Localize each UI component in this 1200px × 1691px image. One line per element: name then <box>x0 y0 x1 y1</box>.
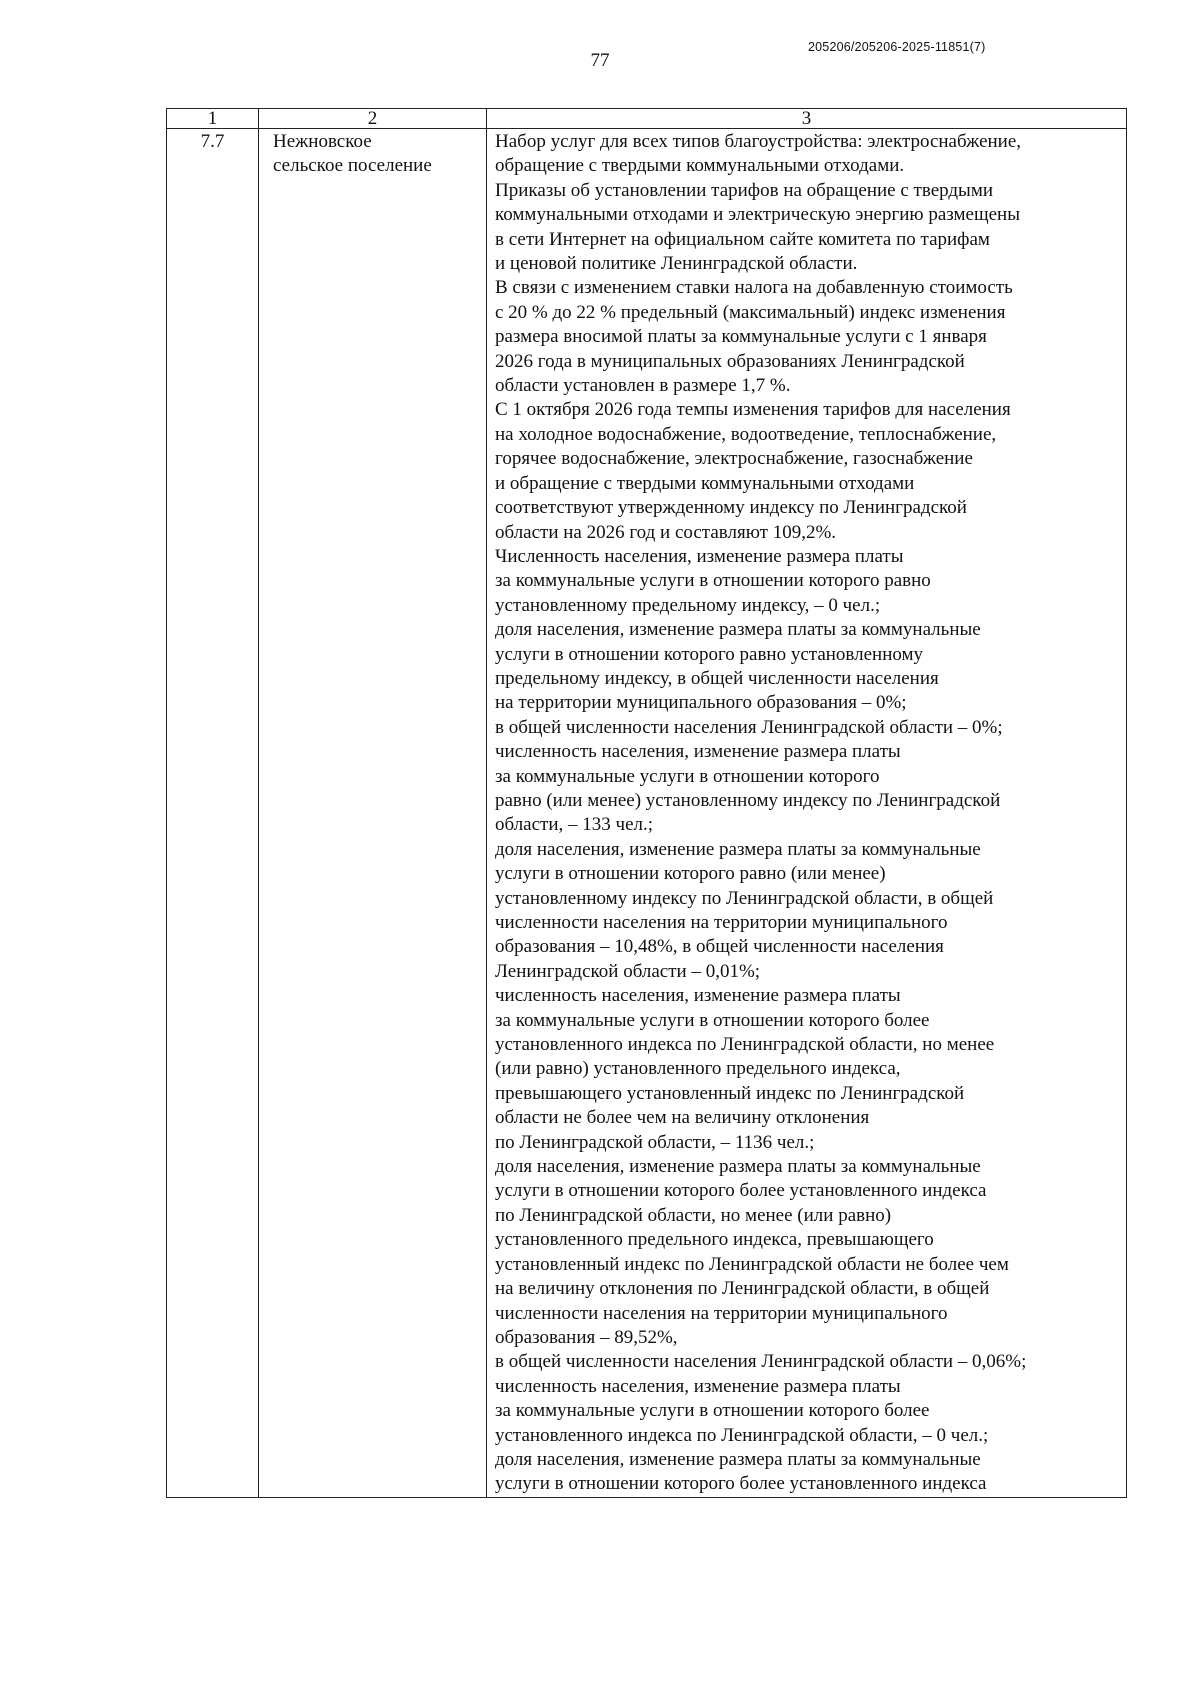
text-line: за коммунальные услуги в отношении которого равно <box>495 570 931 592</box>
text-line: на территории муниципального образования – 0%; <box>495 692 907 714</box>
text-line: Приказы об установлении тарифов на обращение с твердыми <box>495 179 994 201</box>
column-header-1: 1 <box>167 109 259 129</box>
text-line: численность населения, изменение размера платы <box>495 1375 901 1397</box>
text-line: услуги в отношении которого равно установленному <box>495 643 924 665</box>
text-line: на величину отклонения по Ленинградской области, в общей <box>495 1278 990 1300</box>
text-line: доля населения, изменение размера платы за коммунальные <box>495 838 981 860</box>
text-line: области на 2026 год и составляют 109,2%. <box>495 521 837 543</box>
column-header-2: 2 <box>259 109 487 129</box>
text-line: доля населения, изменение размера платы за коммунальные <box>495 619 981 641</box>
column-header-3: 3 <box>487 109 1127 129</box>
text-line: области, – 133 чел.; <box>495 814 654 836</box>
text-line: Набор услуг для всех типов благоустройства: электроснабжение, <box>495 131 1022 152</box>
description-text <box>487 129 1127 1498</box>
text-line: области не более чем на величину отклонения <box>495 1107 870 1129</box>
text-line: установленному индексу по Ленинградской области, в общей <box>495 887 994 909</box>
text-line: по Ленинградской области, но менее (или равно) <box>495 1204 892 1226</box>
text-line: в общей численности населения Ленинградской области – 0%; <box>495 716 1003 738</box>
text-line: доля населения, изменение размера платы за коммунальные <box>495 1448 981 1470</box>
text-line: и ценовой политике Ленинградской области. <box>495 253 858 275</box>
table-header-row <box>167 109 1127 129</box>
text-line: за коммунальные услуги в отношении которого более <box>495 1400 930 1422</box>
text-line: установленного индекса по Ленинградской области, – 0 чел.; <box>495 1424 989 1446</box>
text-line: и обращение с твердыми коммунальными отходами <box>495 472 915 494</box>
text-line: горячее водоснабжение, электроснабжение, газоснабжение <box>495 448 973 470</box>
text-line: равно (или менее) установленному индексу по Ленинградской <box>495 789 1001 811</box>
text-line: соответствуют утвержденному индексу по Ленинградской <box>495 497 967 519</box>
text-line: численности населения на территории муниципального <box>495 912 948 933</box>
text-line: В связи с изменением ставки налога на добавленную стоимость <box>495 277 1013 299</box>
text-line: обращение с твердыми коммунальными отходами. <box>495 155 905 177</box>
page-number: 77 <box>590 50 610 71</box>
text-line: с 20 % до 22 % предельный (максимальный) индекс изменения <box>495 301 1006 323</box>
text-line: численность населения, изменение размера платы <box>495 985 901 1007</box>
text-line: услуги в отношении которого более установленного индекса <box>495 1473 987 1495</box>
municipality-name-line: сельское поселение <box>273 155 432 177</box>
text-line: превышающего установленный индекс по Ленинградской <box>495 1082 965 1104</box>
text-line: коммунальными отходами и электрическую энергию размещены <box>495 204 1020 226</box>
text-line: размера вносимой платы за коммунальные услуги с 1 января <box>495 326 987 348</box>
text-line: области установлен в размере 1,7 %. <box>495 375 791 397</box>
text-line: услуги в отношении которого более установленного индекса <box>495 1180 987 1202</box>
text-line: доля населения, изменение размера платы за коммунальные <box>495 1156 981 1178</box>
text-line: установленный индекс по Ленинградской области не более чем <box>495 1253 1009 1275</box>
text-line: услуги в отношении которого равно (или менее) <box>495 863 886 885</box>
text-line: (или равно) установленного предельного индекса, <box>495 1058 901 1080</box>
text-line: численность населения, изменение размера платы <box>495 741 901 763</box>
table-row <box>167 129 1127 1498</box>
text-line: по Ленинградской области, – 1136 чел.; <box>495 1131 815 1153</box>
text-line: предельному индексу, в общей численности населения <box>495 667 939 689</box>
row-number: 7.7 <box>167 129 259 1498</box>
text-line: установленного предельного индекса, превышающего <box>495 1229 934 1251</box>
text-line: за коммунальные услуги в отношении которого <box>495 765 880 787</box>
text-line: численности населения на территории муниципального <box>495 1302 948 1324</box>
text-line: С 1 октября 2026 года темпы изменения тарифов для населения <box>495 399 1011 421</box>
text-line: образования – 10,48%, в общей численности населения <box>495 936 944 958</box>
text-line: в общей численности населения Ленинградской области – 0,06%; <box>495 1351 1027 1373</box>
text-line: в сети Интернет на официальном сайте комитета по тарифам <box>495 228 990 250</box>
text-line: установленному предельному индексу, – 0 чел.; <box>495 594 881 616</box>
municipality-name-line: Нежновское <box>273 131 372 152</box>
text-line: 2026 года в муниципальных образованиях Ленинградской <box>495 350 965 372</box>
document-id: 205206/205206-2025-11851(7) <box>808 40 986 54</box>
text-line: образования – 89,52%, <box>495 1326 678 1348</box>
text-line: за коммунальные услуги в отношении которого более <box>495 1009 930 1031</box>
text-line: на холодное водоснабжение, водоотведение, теплоснабжение, <box>495 423 997 445</box>
text-line: установленного индекса по Ленинградской области, но менее <box>495 1034 995 1056</box>
text-line: Ленинградской области – 0,01%; <box>495 960 761 982</box>
data-table <box>166 108 1127 1498</box>
text-line: Численность населения, изменение размера платы <box>495 545 904 567</box>
municipality-name <box>259 129 487 1498</box>
